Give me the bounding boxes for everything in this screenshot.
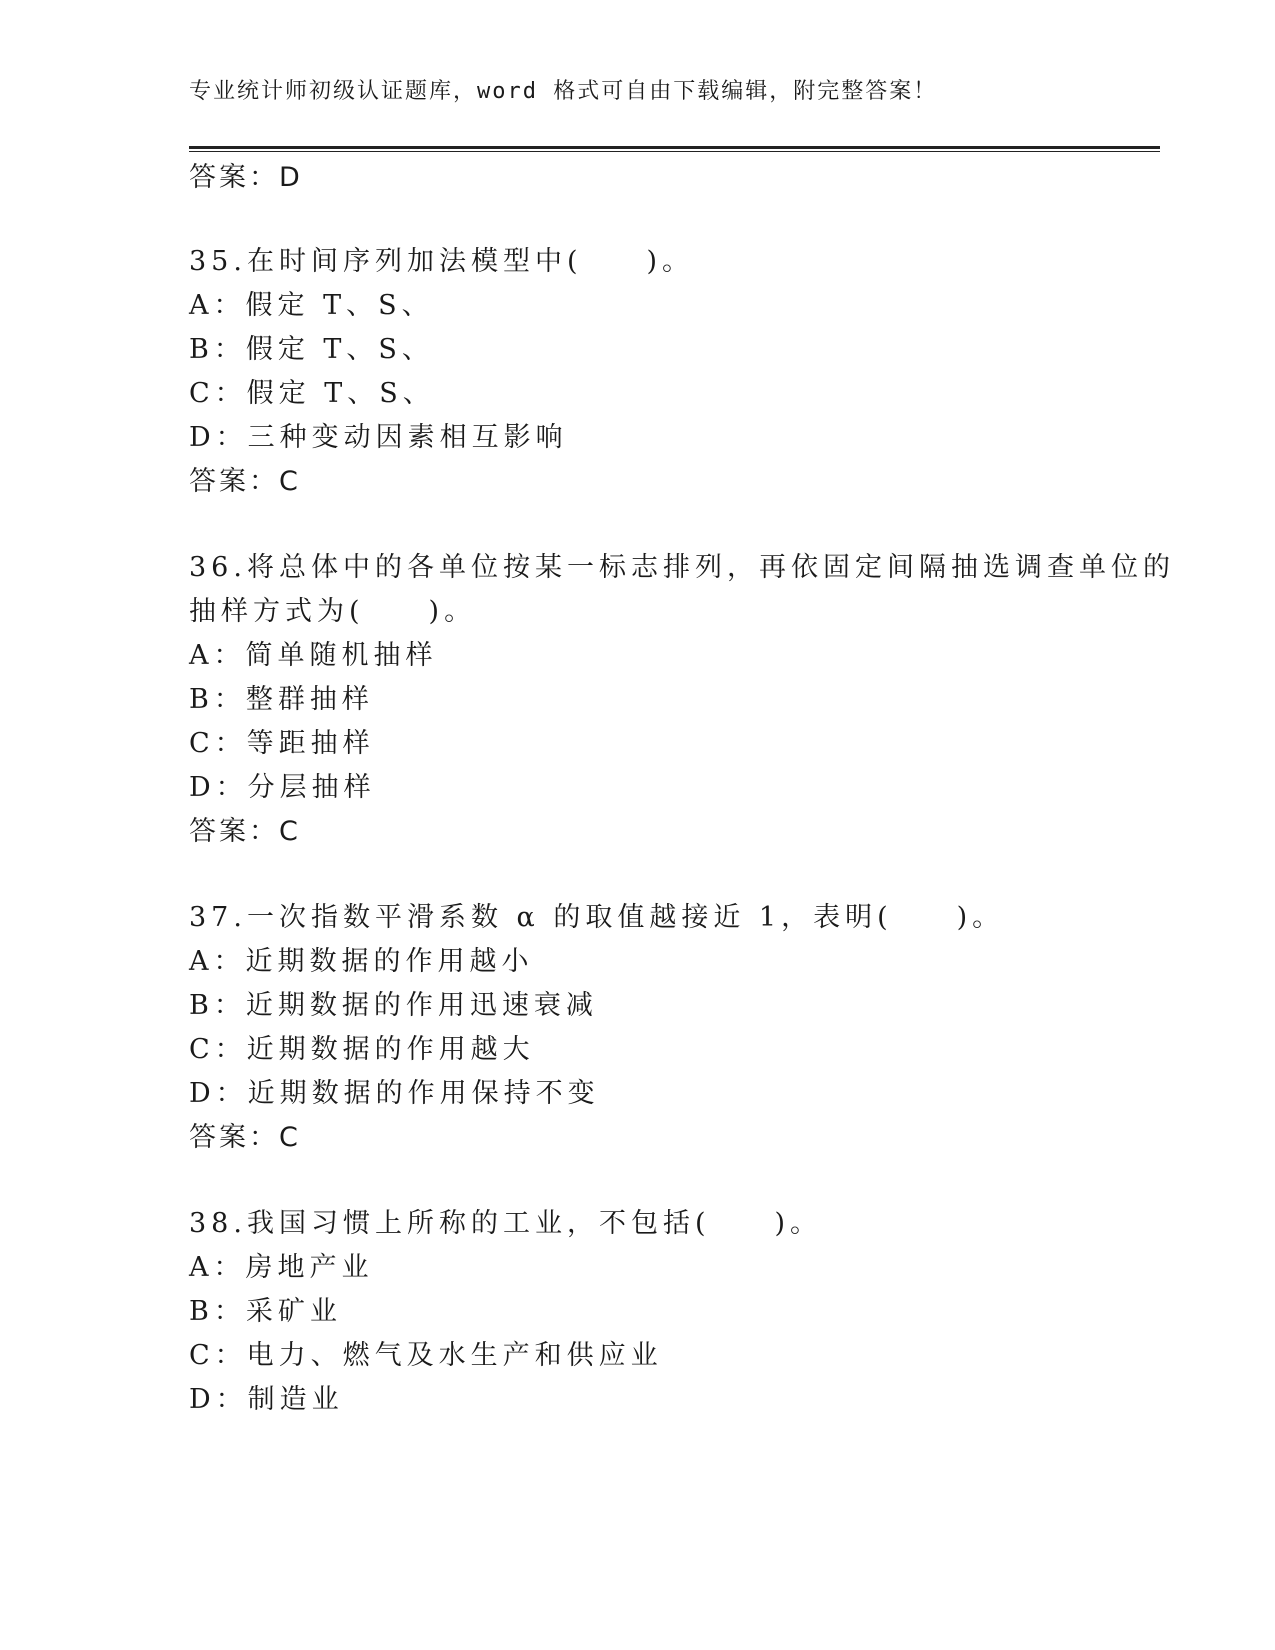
option-a: A：简单随机抽样 [189, 640, 438, 671]
option-b: B：近期数据的作用迅速衰减 [189, 990, 598, 1021]
option-a: A：假定 T、S、 [189, 290, 434, 321]
option-d: D：三种变动因素相互影响 [189, 422, 568, 453]
option-a: A：房地产业 [189, 1252, 374, 1283]
option-d: D：分层抽样 [189, 772, 376, 803]
option-b: B：整群抽样 [189, 684, 374, 715]
option-d: D：制造业 [189, 1384, 344, 1415]
option-b: B：采矿业 [189, 1296, 342, 1327]
answer-line: 答案：D [189, 162, 303, 193]
option-c: C：假定 T、S、 [189, 378, 435, 409]
option-b: B：假定 T、S、 [189, 334, 434, 365]
question-stem: 37.一次指数平滑系数 α 的取值越接近 1，表明( )。 [189, 902, 1005, 933]
option-a: A：近期数据的作用越小 [189, 946, 534, 977]
option-d: D：近期数据的作用保持不变 [189, 1078, 600, 1109]
option-c: C：等距抽样 [189, 728, 375, 759]
page-header: 专业统计师初级认证题库，word 格式可自由下载编辑，附完整答案！ [189, 79, 938, 104]
header-rule-thick [189, 146, 1160, 149]
option-c: C：电力、燃气及水生产和供应业 [189, 1340, 663, 1371]
question-stem: 38.我国习惯上所称的工业，不包括( )。 [189, 1208, 823, 1239]
header-rule-thin [189, 151, 1160, 152]
answer-line: 答案：C [189, 1122, 301, 1153]
question-stem-continued: 抽样方式为( )。 [189, 596, 477, 627]
answer-line: 答案：C [189, 466, 301, 497]
question-stem: 36.将总体中的各单位按某一标志排列，再依固定间隔抽选调查单位的 [189, 552, 1175, 583]
answer-line: 答案：C [189, 816, 301, 847]
option-c: C：近期数据的作用越大 [189, 1034, 535, 1065]
question-stem: 35.在时间序列加法模型中( )。 [189, 246, 695, 277]
